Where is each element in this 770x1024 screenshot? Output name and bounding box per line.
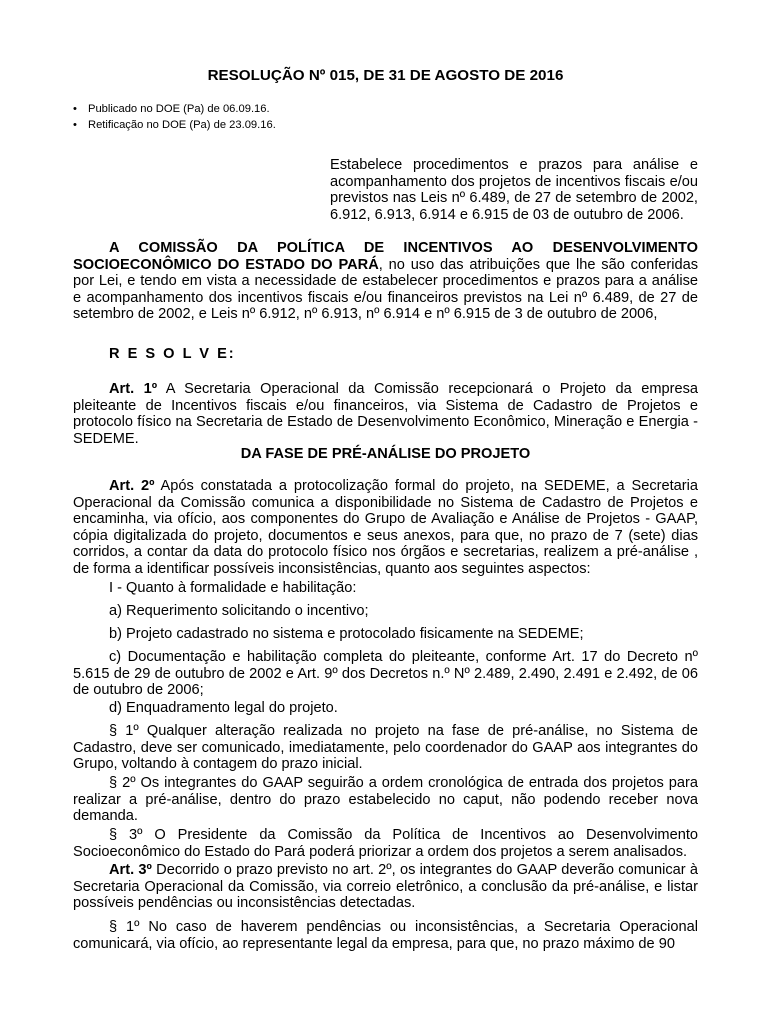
item-c: c) Documentação e habilitação completa do pleiteante, conforme Art. 17 do Decreto nº 5.615 de 29 de outubro de 2002 e Art. 9º dos Decretos n.º Nº 2.489, 2.490, 2.491 e 2.492, de 06 de outubro de 2006; [73, 649, 698, 698]
article-2-label: Art. 2º [109, 478, 155, 494]
item-a: a) Requerimento solicitando o incentivo; [109, 603, 369, 619]
document-title: RESOLUÇÃO Nº 015, DE 31 DE AGOSTO DE 2016 [207, 67, 564, 84]
ementa: Estabelece procedimentos e prazos para análise e acompanhamento dos projetos de incentivos fiscais e/ou previstos nas Leis nº 6.489, de 27 de setembro de 2002, 6.912, 6.913, 6.914 e 6.915 de 03 de outubro de 2006. [330, 157, 698, 223]
resolve-heading: R E S O L V E: [109, 346, 236, 362]
preamble [73, 240, 698, 323]
article-3-paragraph-1: § 1º No caso de haverem pendências ou inconsistências, a Secretaria Operacional comunicará, via ofício, ao representante legal da empresa, para que, no prazo máximo de 90 [73, 919, 698, 952]
article-1-text: A Secretaria Operacional da Comissão recepcionará o Projeto da empresa pleiteante de Incentivos fiscais e/ou financeiros, via Sistema de Cadastro de Projetos e protocolo físico na Secretaria de Estado de Desenvolvimento Econômico, Mineração e Energia - SEDEME. [73, 381, 698, 447]
paragraph-2: § 2º Os integrantes do GAAP seguirão a ordem cronológica de entrada dos projetos para realizar a pré-análise, dentro do prazo estabelecido no caput, não podendo receber nova demanda. [73, 775, 698, 824]
item-d: d) Enquadramento legal do projeto. [109, 700, 338, 716]
preamble-bold: A COMISSÃO DA POLÍTICA DE INCENTIVOS AO DESENVOLVIMENTO SOCIOECONÔMICO DO ESTADO DO PARÁ [73, 240, 698, 273]
item-b: b) Projeto cadastrado no sistema e protocolado fisicamente na SEDEME; [109, 626, 584, 642]
article-3 [73, 862, 698, 912]
article-2-text: Após constatada a protocolização formal do projeto, na SEDEME, a Secretaria Operacional da Comissão comunica a disponibilidade no Sistema de Cadastro de Projetos e encaminha, via ofício, aos componentes do Grupo de Avaliação e Análise de Projetos - GAAP, cópia digitalizada do projeto, documentos e seus anexos, para que, no prazo de 7 (sete) dias corridos, a contar da data do protocolo físico nos órgãos e secretarias, realizem a pré-análise , de forma a identificar possíveis inconsistências, quanto aos seguintes aspectos: [73, 478, 699, 577]
section-heading: DA FASE DE PRÉ-ANÁLISE DO PROJETO [240, 446, 531, 462]
preamble-text: , no uso das atribuições que lhe são conferidas por Lei, e tendo em vista a necessidade de estabelecer procedimentos e prazos para a análise e acompanhamento dos incentivos fiscais e/ou financeiros previstos na Lei nº 6.489, de 27 de setembro de 2002, e Leis nº 6.912, nº 6.913, nº 6.914 e nº 6.915 de 3 de outubro de 2006, [73, 256, 698, 322]
publication-item: • Publicado no DOE (Pa) de 06.09.16. [73, 101, 276, 117]
article-2 [73, 478, 698, 577]
paragraph-3: § 3º O Presidente da Comissão da Política de Incentivos ao Desenvolvimento Socioeconômico do Estado do Pará poderá priorizar a ordem dos projetos a serem analisados. [73, 827, 698, 860]
article-3-text: Decorrido o prazo previsto no art. 2º, os integrantes do GAAP deverão comunicar à Secretaria Operacional da Comissão, via correio eletrônico, a conclusão da pré-análise, e listar possíveis pendências ou inconsistências detectadas. [73, 862, 698, 911]
article-1 [73, 381, 698, 447]
item-I: I - Quanto à formalidade e habilitação: [109, 580, 357, 596]
paragraph-1: § 1º Qualquer alteração realizada no projeto na fase de pré-análise, no Sistema de Cadastro, deve ser comunicado, imediatamente, pelo coordenador do GAAP aos integrantes do Grupo, voltando à contagem do prazo inicial. [73, 723, 698, 772]
article-1-label: Art. 1º [109, 381, 158, 397]
article-3-label: Art. 3º [109, 862, 152, 878]
publication-list [73, 101, 276, 133]
publication-item: • Retificação no DOE (Pa) de 23.09.16. [73, 117, 276, 133]
